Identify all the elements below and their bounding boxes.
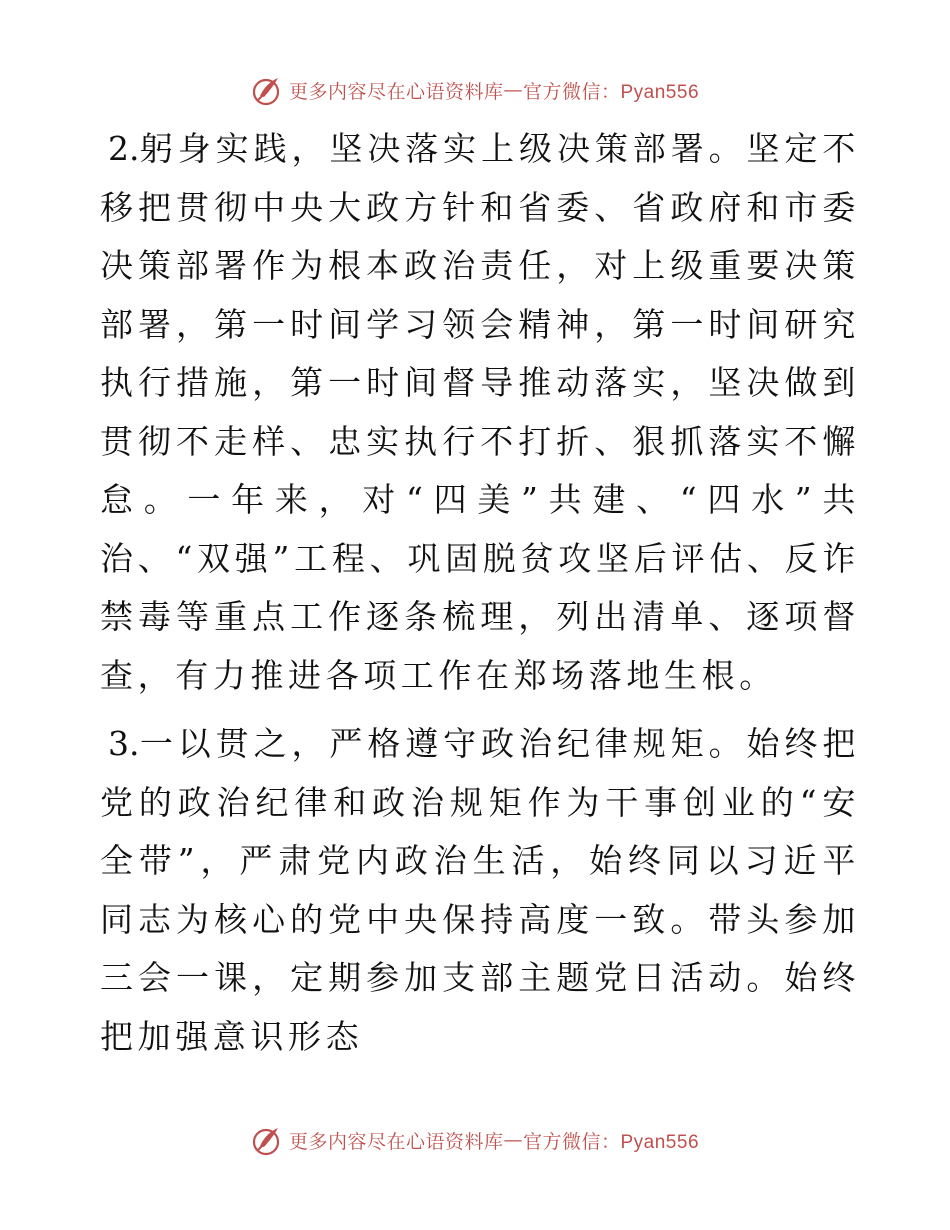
paragraph-text: 躬身实践，坚决落实上级决策部署。坚定不移把贯彻中央大政方针和省委、省政府和市委决策部署作为根本政治责任，对上级重要决策部署，第一时间学习领会精神，第一时间研究执行措施，第一时间督导推动落实，坚决做到贯彻不走样、忠实执行不打折、狠抓落实不懈怠。一年来，对“四美”共建、“四水”共治、“双强”工程、巩固脱贫攻坚后评估、反诈禁毒等重点工作逐条梳理，列出清单、逐项督查，有力推进各项工作在郑场落地生根。 <box>100 129 860 695</box>
paragraph-number: 3. <box>108 724 140 763</box>
watermark-text: 更多内容尽在心语资料库 <box>288 80 504 103</box>
pen-logo-icon <box>251 73 285 107</box>
watermark-separator: — <box>503 79 523 101</box>
pen-logo-icon <box>251 1123 285 1157</box>
paragraph-text: 一以贯之，严格遵守政治纪律规矩。始终把党的政治纪律和政治规矩作为干事创业的“安全带”，严肃党内政治生活，始终同以习近平同志为核心的党中央保持高度一致。带头参加三会一课，定期参加支部主题党日活动。始终把加强意识形态 <box>100 724 860 1056</box>
paragraph-3 <box>100 715 860 1066</box>
watermark-contact: 官方微信：Pyan556 <box>523 1131 700 1153</box>
watermark-header <box>0 72 950 108</box>
paragraph-number: 2. <box>108 129 140 168</box>
watermark-contact: 官方微信：Pyan556 <box>523 81 700 103</box>
watermark-footer <box>0 1122 950 1158</box>
document-body <box>100 120 860 1066</box>
watermark-separator: — <box>503 1129 523 1151</box>
watermark-text: 更多内容尽在心语资料库 <box>288 1130 504 1153</box>
paragraph-2 <box>100 120 860 705</box>
